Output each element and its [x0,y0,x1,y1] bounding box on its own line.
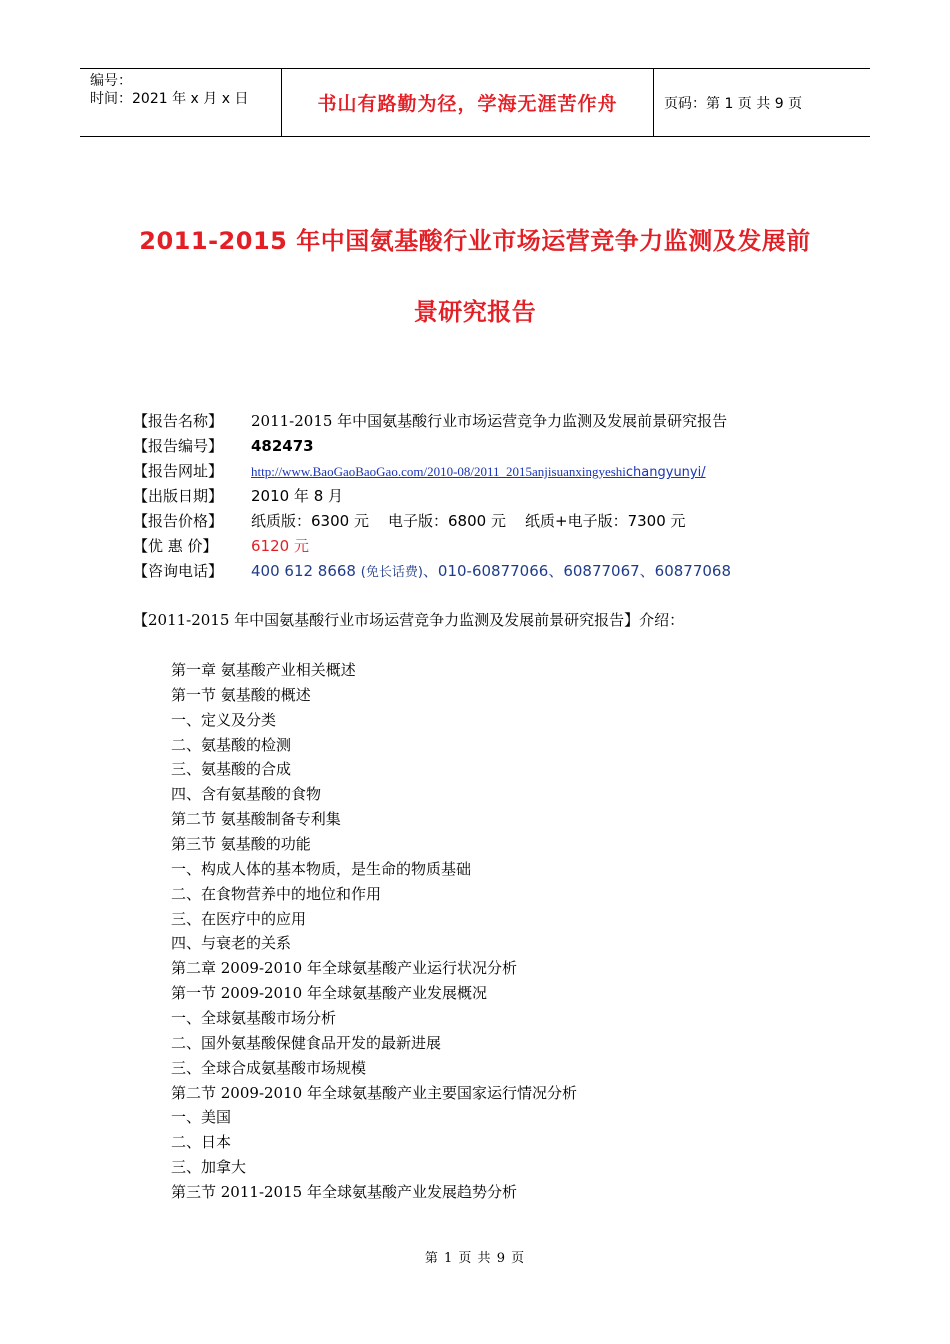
toc-item: 二、在食物营养中的地位和作用 [171,884,382,903]
header-motto-cell [282,69,654,136]
phone-others: 、010-60877066、60877067、60877068 [422,562,732,580]
info-report-number [133,434,893,459]
toc-item: 三、在医疗中的应用 [171,909,307,928]
info-label: 【出版日期】 [133,487,224,505]
toc-item: 四、含有氨基酸的食物 [171,785,322,804]
info-report-url [133,459,893,485]
header-left-cell [80,69,282,136]
intro-text: 【2011-2015 年中国氨基酸行业市场运营竞争力监测及发展前景研究报告】介绍： [133,611,685,629]
toc-item: 二、国外氨基酸保健食品开发的最新进展 [171,1033,442,1052]
toc-item: 一、定义及分类 [171,710,277,729]
info-value: 2010 年 8 月 [251,487,344,505]
toc-item: 第二章 2009-2010 年全球氨基酸产业运行状况分析 [171,959,517,978]
header-table [80,68,870,137]
toc-item: 一、美国 [171,1108,232,1127]
header-page-cell [654,69,870,136]
toc-item: 三、氨基酸的合成 [171,760,292,779]
info-label: 【咨询电话】 [133,562,224,580]
report-title-line1: 2011-2015 年中国氨基酸行业市场运营竞争力监测及发展前 [139,227,811,255]
info-discount-price [133,534,893,559]
motto: 书山有路勤为径，学海无涯苦作舟 [317,93,618,115]
report-title-line2: 景研究报告 [413,298,537,326]
toc-item: 第一章 氨基酸产业相关概述 [171,661,356,679]
info-value: 6120 元 [251,537,309,555]
info-value: 482473 [251,437,314,455]
phone-note: (免长话费) [360,565,423,580]
toc-item: 一、全球氨基酸市场分析 [171,1009,337,1028]
info-phone [133,559,893,585]
toc-item: 三、加拿大 [171,1158,247,1177]
page-info: 页码：第 1 页 共 9 页 [664,95,803,112]
toc-item: 第二节 2009-2010 年全球氨基酸产业主要国家运行情况分析 [171,1083,577,1102]
url-text: http://www.BaoGaoBaoGao.com/2010-08/2011_2015anjisuanxingyeshi [251,464,626,479]
toc-item: 三、全球合成氨基酸市场规模 [171,1058,367,1077]
info-value: 2011-2015 年中国氨基酸行业市场运营竞争力监测及发展前景研究报告 [251,412,728,430]
info-value: 纸质版：6300 元 电子版：6800 元 纸质+电子版：7300 元 [251,512,686,530]
number-label: 编号： [90,73,132,89]
toc-item: 第三节 氨基酸的功能 [171,835,311,854]
toc-item: 第一节 2009-2010 年全球氨基酸产业发展概况 [171,984,487,1003]
info-label: 【报告名称】 [133,412,224,430]
info-report-name [133,409,893,434]
toc-item: 四、与衰老的关系 [171,934,292,953]
toc-item: 第一节 氨基酸的概述 [171,685,311,704]
info-label: 【报告编号】 [133,437,224,455]
time-label: 时间：2021 年 x 月 x 日 [90,91,249,107]
info-label: 【报告价格】 [133,512,224,530]
toc-item: 第三节 2011-2015 年全球氨基酸产业发展趋势分析 [171,1183,517,1202]
table-of-contents [171,658,871,1205]
report-url-link[interactable] [251,464,706,479]
page-footer: 第 1 页 共 9 页 [424,1251,526,1266]
phone-number: 400 612 8668 [251,562,356,580]
toc-item: 二、日本 [171,1133,232,1152]
toc-item: 第二节 氨基酸制备专利集 [171,810,341,829]
info-publish-date [133,484,893,509]
url-text-tail: changyunyi/ [625,465,706,480]
info-label: 【优 惠 价】 [133,537,218,555]
info-label: 【报告网址】 [133,462,224,480]
info-price [133,509,893,534]
toc-item: 一、构成人体的基本物质，是生命的物质基础 [171,859,472,878]
toc-item: 二、氨基酸的检测 [171,735,292,754]
